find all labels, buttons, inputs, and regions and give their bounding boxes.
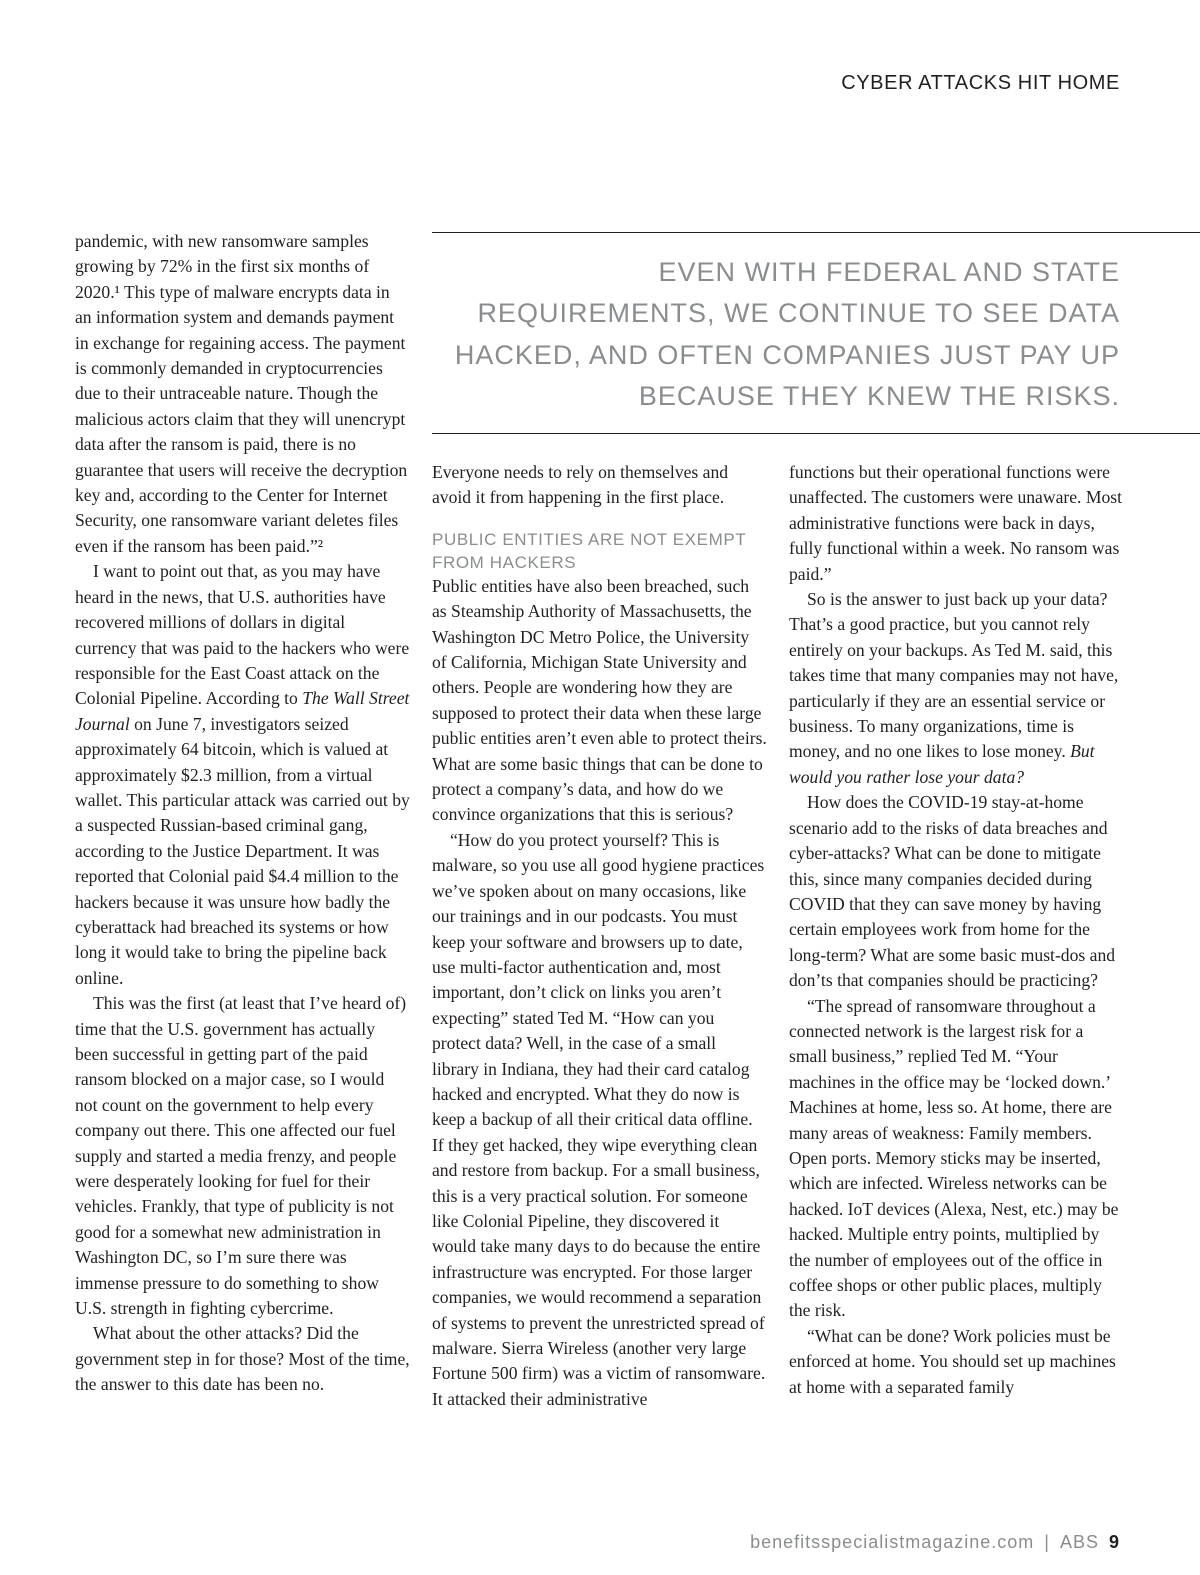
paragraph: “The spread of ransomware throughout a connected network is the largest risk for a small business,” replied Ted M. “Your machines in the office may be ‘locked down.’ Machines at home, less so. At home, there are many areas of weakness: Family members. Open ports. Memory sticks may be inserted, which are infected. Wireless networks can be hacked. IoT devices (Alexa, Nest, etc.) may be hacked. Multiple entry points, multiplied by the number of employees out of the office in coffee shops or other public places, multiply the risk. bbox=[789, 995, 1119, 1321]
emphasis-text: But would you rather lose your data? bbox=[789, 741, 1095, 787]
paragraph: Public entities have also been breached, such as Steamship Authority of Massachusetts, the Washington DC Metro Police, the University of California, Michigan State University and others. People are wondering how they are supposed to protect their data when these large public entities aren’t even able to protect theirs. What are some basic things that can be done to protect a company’s data, and how do we convince organizations that this is serious? bbox=[432, 575, 767, 825]
paragraph-text: I want to point out that, as you may have heard in the news, that U.S. authorities have recovered millions of dollars in digital currency that was paid to the hackers who were responsible for the East Coast attack on the Colonial Pipeline. According to bbox=[75, 561, 410, 709]
footer-publication: ABS bbox=[1059, 1532, 1099, 1552]
section-title: CYBER ATTACKS HIT HOME bbox=[841, 72, 1120, 94]
paragraph: How does the COVID-19 stay-at-home scenario add to the risks of data breaches and cyber-attacks? What can be done to mitigate this, since many companies decided during COVID that they can save money by having certain employees work from home for the long-term? What are some basic must-dos and don’ts that companies should be practicing? bbox=[789, 792, 1116, 991]
paragraph: What about the other attacks? Did the government step in for those? Most of the time, the answer to this date has been no. bbox=[75, 1323, 410, 1395]
article-column-3 bbox=[789, 460, 1124, 1400]
paragraph: Everyone needs to rely on themselves and avoid it from happening in the first place. bbox=[432, 462, 729, 508]
pull-quote-text: EVEN WITH FEDERAL AND STATE REQUIREMENTS, WE CONTINUE TO SEE DATA HACKED, AND OFTEN COMPANIES JUST PAY UP BECAUSE THEY KNEW THE RISKS. bbox=[454, 257, 1120, 412]
paragraph: This was the first (at least that I’ve heard of) time that the U.S. government has actually been successful in getting part of the paid ransom blocked on a major case, so I would not count on the government to help every company out there. This one affected our fuel supply and started a media frenzy, and people were desperately looking for fuel for their vehicles. Frankly, that type of publicity is not good for a somewhat new administration in Washington DC, so I’m sure there was immense pressure to do something to show U.S. strength in fighting cybercrime. bbox=[75, 993, 407, 1319]
paragraph: “How do you protect yourself? This is malware, so you use all good hygiene practices we’ve spoken about on many occasions, like our trainings and in our podcasts. You must keep your software and browsers up to date, use multi-factor authentication and, most important, don’t click on links you aren’t expecting” stated Ted M. “How can you protect data? Well, in the case of a small library in Indiana, they had their card catalog hacked and encrypted. What they do now is keep a backup of all their critical data offline. If they get hacked, they wipe everything clean and restore from backup. For a small business, this is a very practical solution. For someone like Colonial Pipeline, they discovered it would take many days to do because the entire infrastructure was encrypted. For those larger companies, we would recommend a separation of systems to prevent the unrestricted spread of malware. Sierra Wireless (another very large Fortune 500 firm) was a victim of ransomware. It attacked their administrative bbox=[432, 829, 766, 1409]
paragraph: “What can be done? Work policies must be enforced at home. You should set up machines at home with a separated family bbox=[789, 1325, 1116, 1397]
paragraph bbox=[789, 587, 1124, 790]
paragraph bbox=[75, 559, 410, 991]
pull-quote bbox=[432, 232, 1200, 434]
page-number: 9 bbox=[1108, 1532, 1120, 1552]
publication-title: The Wall Street Journal bbox=[75, 688, 410, 734]
footer-separator: | bbox=[1044, 1532, 1050, 1552]
article-column-2 bbox=[432, 460, 767, 1412]
page-footer bbox=[750, 1532, 1120, 1553]
section-subheading: PUBLIC ENTITIES ARE NOT EXEMPT FROM HACKERS bbox=[432, 529, 746, 572]
paragraph: pandemic, with new ransomware samples growing by 72% in the first six months of 2020.¹ This type of malware encrypts data in an information system and demands payment in exchange for regaining access. The payment is commonly demanded in cryptocurrencies due to their untraceable nature. Though the malicious actors claim that they will unencrypt data after the ransom is paid, there is no guarantee that users will receive the decryption key and, according to the Center for Internet Security, one ransomware variant deletes files even if the ransom has been paid.”² bbox=[75, 231, 408, 556]
paragraph: functions but their operational functions were unaffected. The customers were unaware. Most administrative functions were back in days, fully functional within a week. No ransom was paid.” bbox=[789, 462, 1123, 584]
article-column-1 bbox=[75, 229, 410, 1398]
footer-website: benefitsspecialistmagazine.com bbox=[750, 1532, 1035, 1552]
paragraph-text: So is the answer to just back up your data? That’s a good practice, but you cannot rely entirely on your backups. As Ted M. said, this takes time that many companies may not have, particularly if they are an essential service or business. To many organizations, time is money, and no one likes to lose money. bbox=[789, 589, 1119, 762]
paragraph-text: on June 7, investigators seized approximately 64 bitcoin, which is valued at approximately $2.3 million, from a virtual wallet. This particular attack was carried out by a suspected Russian-based criminal gang, according to the Justice Department. It was reported that Colonial paid $4.4 million to the hackers because it was unsure how badly the cyberattack had breached its systems or how long it would take to bring the pipeline back online. bbox=[75, 713, 410, 988]
